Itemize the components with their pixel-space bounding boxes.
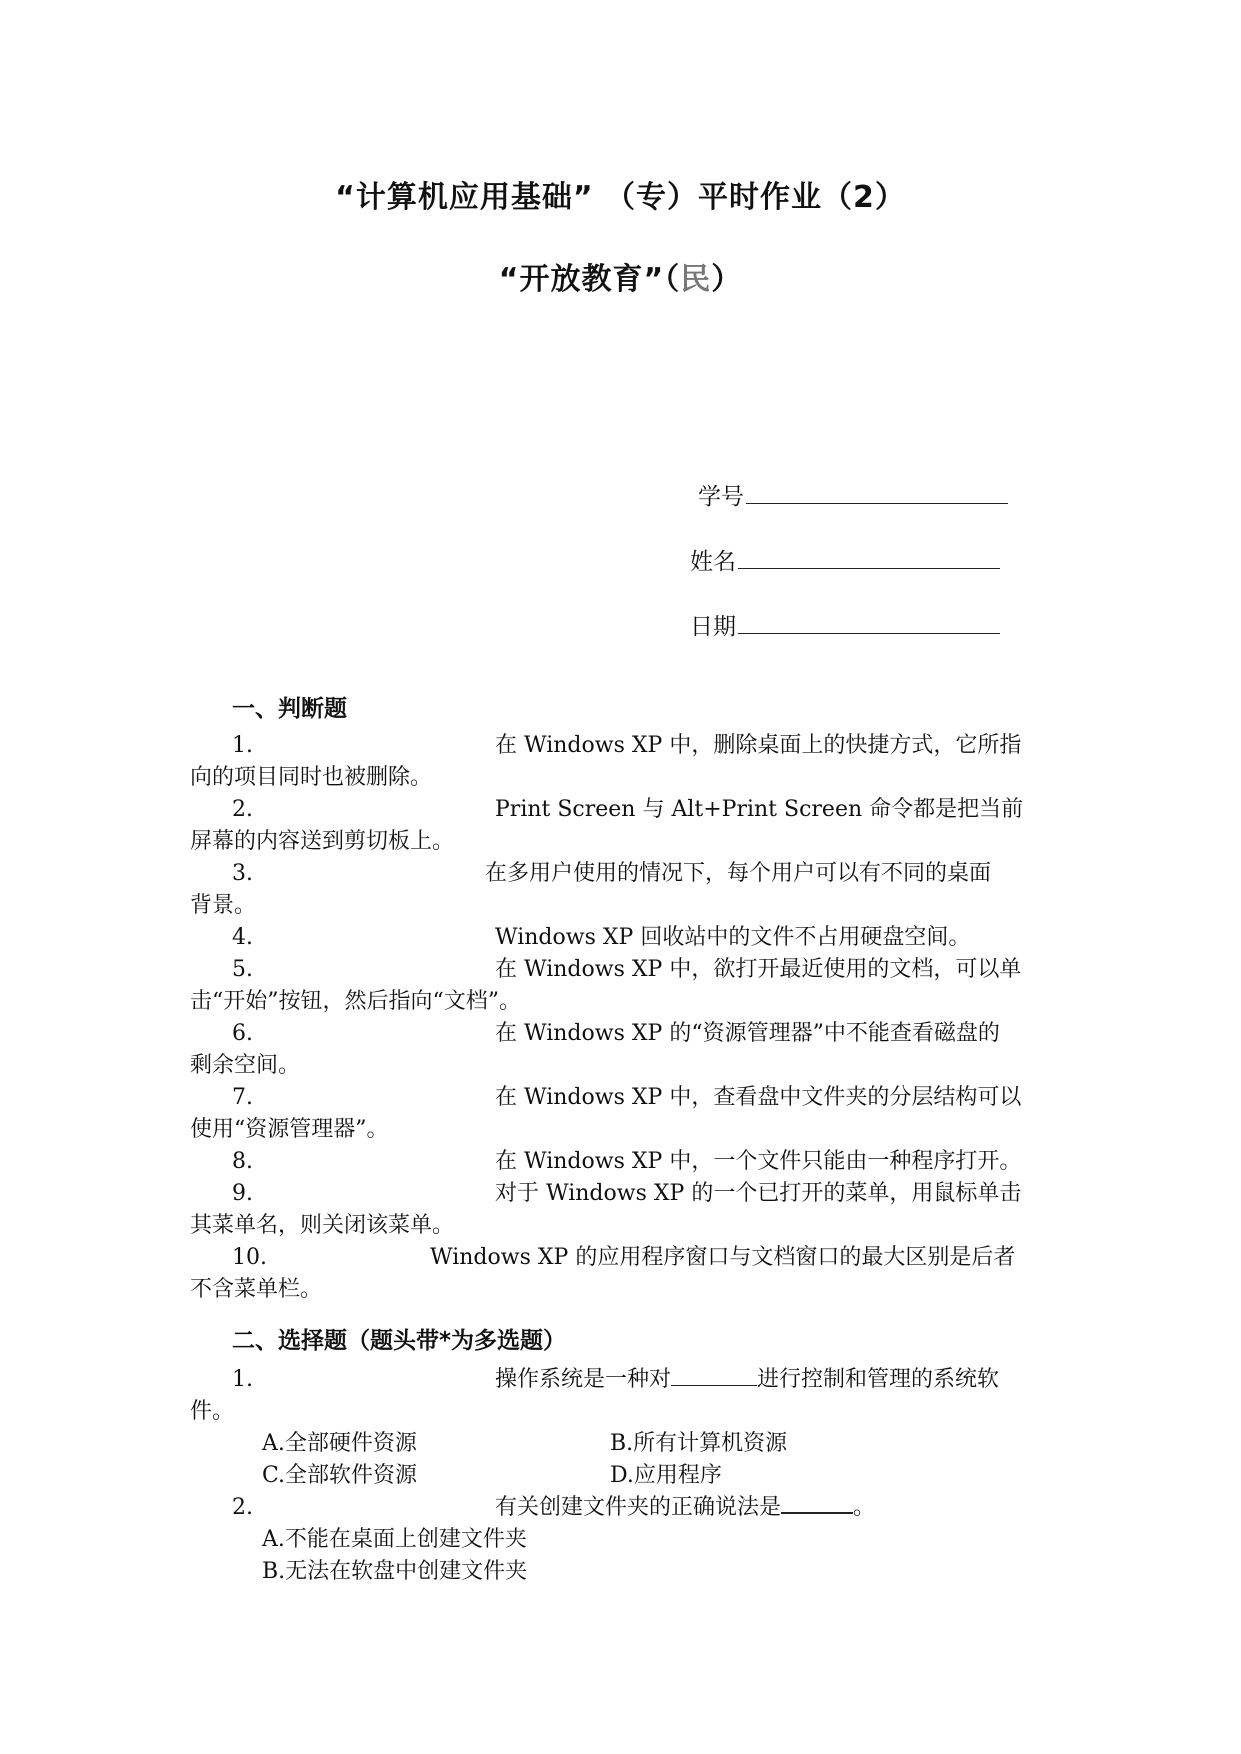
question-text-post: 。 bbox=[853, 1495, 876, 1520]
option-c: C.全部软件资源 bbox=[262, 1463, 418, 1488]
section-heading-multiple-choice: 二、选择题（题头带*为多选题） bbox=[232, 1328, 567, 1354]
student-id-blank bbox=[746, 483, 1008, 504]
question-number: 5. bbox=[232, 957, 253, 982]
question-text-cont: 使用“资源管理器”。 bbox=[190, 1117, 389, 1142]
tf-question-7 bbox=[190, 1082, 1060, 1146]
question-text: 在 Windows XP 的“资源管理器”中不能查看磁盘的 bbox=[495, 1021, 1000, 1046]
question-number: 4. bbox=[232, 925, 253, 950]
mc-question-1 bbox=[190, 1364, 1060, 1428]
question-text-cont: 屏幕的内容送到剪切板上。 bbox=[190, 829, 455, 854]
question-number: 9. bbox=[232, 1181, 253, 1206]
question-number: 3. bbox=[232, 861, 253, 886]
question-text-cont: 剩余空间。 bbox=[190, 1053, 301, 1078]
tf-question-6 bbox=[190, 1018, 1060, 1082]
option-b: B.无法在软盘中创建文件夹 bbox=[262, 1559, 528, 1584]
tf-question-3 bbox=[190, 858, 1060, 922]
question-text: 在 Windows XP 中，查看盘中文件夹的分层结构可以 bbox=[495, 1085, 1022, 1110]
question-text-pre: 有关创建文件夹的正确说法是 bbox=[495, 1495, 782, 1520]
answer-blank bbox=[781, 1492, 853, 1514]
name-field bbox=[690, 543, 1000, 576]
answer-blank bbox=[671, 1365, 757, 1386]
date-blank bbox=[738, 613, 1000, 634]
question-text: 在 Windows XP 中，欲打开最近使用的文档，可以单 bbox=[495, 957, 1022, 982]
question-text: 在 Windows XP 中，一个文件只能由一种程序打开。 bbox=[495, 1149, 1022, 1174]
question-text-cont: 背景。 bbox=[190, 893, 257, 918]
name-blank bbox=[738, 548, 1000, 569]
subtitle-suffix: ） bbox=[711, 262, 743, 297]
student-id-label: 学号 bbox=[698, 484, 744, 510]
question-number: 6. bbox=[232, 1021, 253, 1046]
option-a: A.不能在桌面上创建文件夹 bbox=[262, 1527, 527, 1552]
document-subtitle bbox=[0, 254, 1241, 298]
question-number: 1. bbox=[232, 733, 253, 758]
option-b: B.所有计算机资源 bbox=[610, 1431, 788, 1456]
question-text-pre: 操作系统是一种对 bbox=[495, 1367, 672, 1392]
document-title: “计算机应用基础” （专）平时作业（2） bbox=[335, 180, 906, 215]
tf-question-8 bbox=[190, 1146, 1060, 1178]
question-text-post: 进行控制和管理的系统软 bbox=[757, 1367, 1000, 1392]
question-text-cont: 击“开始”按钮，然后指向“文档”。 bbox=[190, 989, 521, 1014]
subtitle-stamp-char: 民 bbox=[680, 262, 712, 297]
question-text: 在 Windows XP 中，删除桌面上的快捷方式，它所指 bbox=[495, 733, 1022, 758]
tf-question-9 bbox=[190, 1178, 1060, 1242]
question-text-cont: 向的项目同时也被删除。 bbox=[190, 765, 433, 790]
name-label: 姓名 bbox=[690, 549, 736, 575]
question-text: Windows XP 回收站中的文件不占用硬盘空间。 bbox=[495, 925, 971, 950]
tf-question-5 bbox=[190, 954, 1060, 1018]
option-d: D.应用程序 bbox=[610, 1463, 722, 1488]
question-text: Print Screen 与 Alt+Print Screen 命令都是把当前 bbox=[495, 797, 1024, 822]
question-number: 2. bbox=[232, 797, 253, 822]
question-text-cont: 其菜单名，则关闭该菜单。 bbox=[190, 1213, 455, 1238]
option-a: A.全部硬件资源 bbox=[262, 1431, 417, 1456]
question-number: 1. bbox=[232, 1367, 253, 1392]
tf-question-10 bbox=[190, 1242, 1060, 1306]
question-text: 对于 Windows XP 的一个已打开的菜单，用鼠标单击 bbox=[495, 1181, 1022, 1206]
section-heading-true-false: 一、判断题 bbox=[232, 696, 347, 722]
question-text-cont: 件。 bbox=[190, 1399, 235, 1424]
subtitle-prefix: “开放教育”（ bbox=[498, 262, 681, 297]
question-number: 2. bbox=[232, 1495, 253, 1520]
tf-question-1 bbox=[190, 730, 1060, 794]
tf-question-4 bbox=[190, 922, 1060, 954]
question-number: 8. bbox=[232, 1149, 253, 1174]
question-text: Windows XP 的应用程序窗口与文档窗口的最大区别是后者 bbox=[430, 1245, 1016, 1270]
student-id-field bbox=[698, 478, 1008, 511]
question-text: 在多用户使用的情况下，每个用户可以有不同的桌面 bbox=[485, 861, 992, 886]
question-text-cont: 不含菜单栏。 bbox=[190, 1277, 323, 1302]
mc-question-2 bbox=[190, 1492, 1060, 1524]
date-label: 日期 bbox=[690, 614, 736, 640]
question-number: 10. bbox=[232, 1245, 267, 1270]
tf-question-2 bbox=[190, 794, 1060, 858]
question-number: 7. bbox=[232, 1085, 253, 1110]
date-field bbox=[690, 608, 1000, 641]
